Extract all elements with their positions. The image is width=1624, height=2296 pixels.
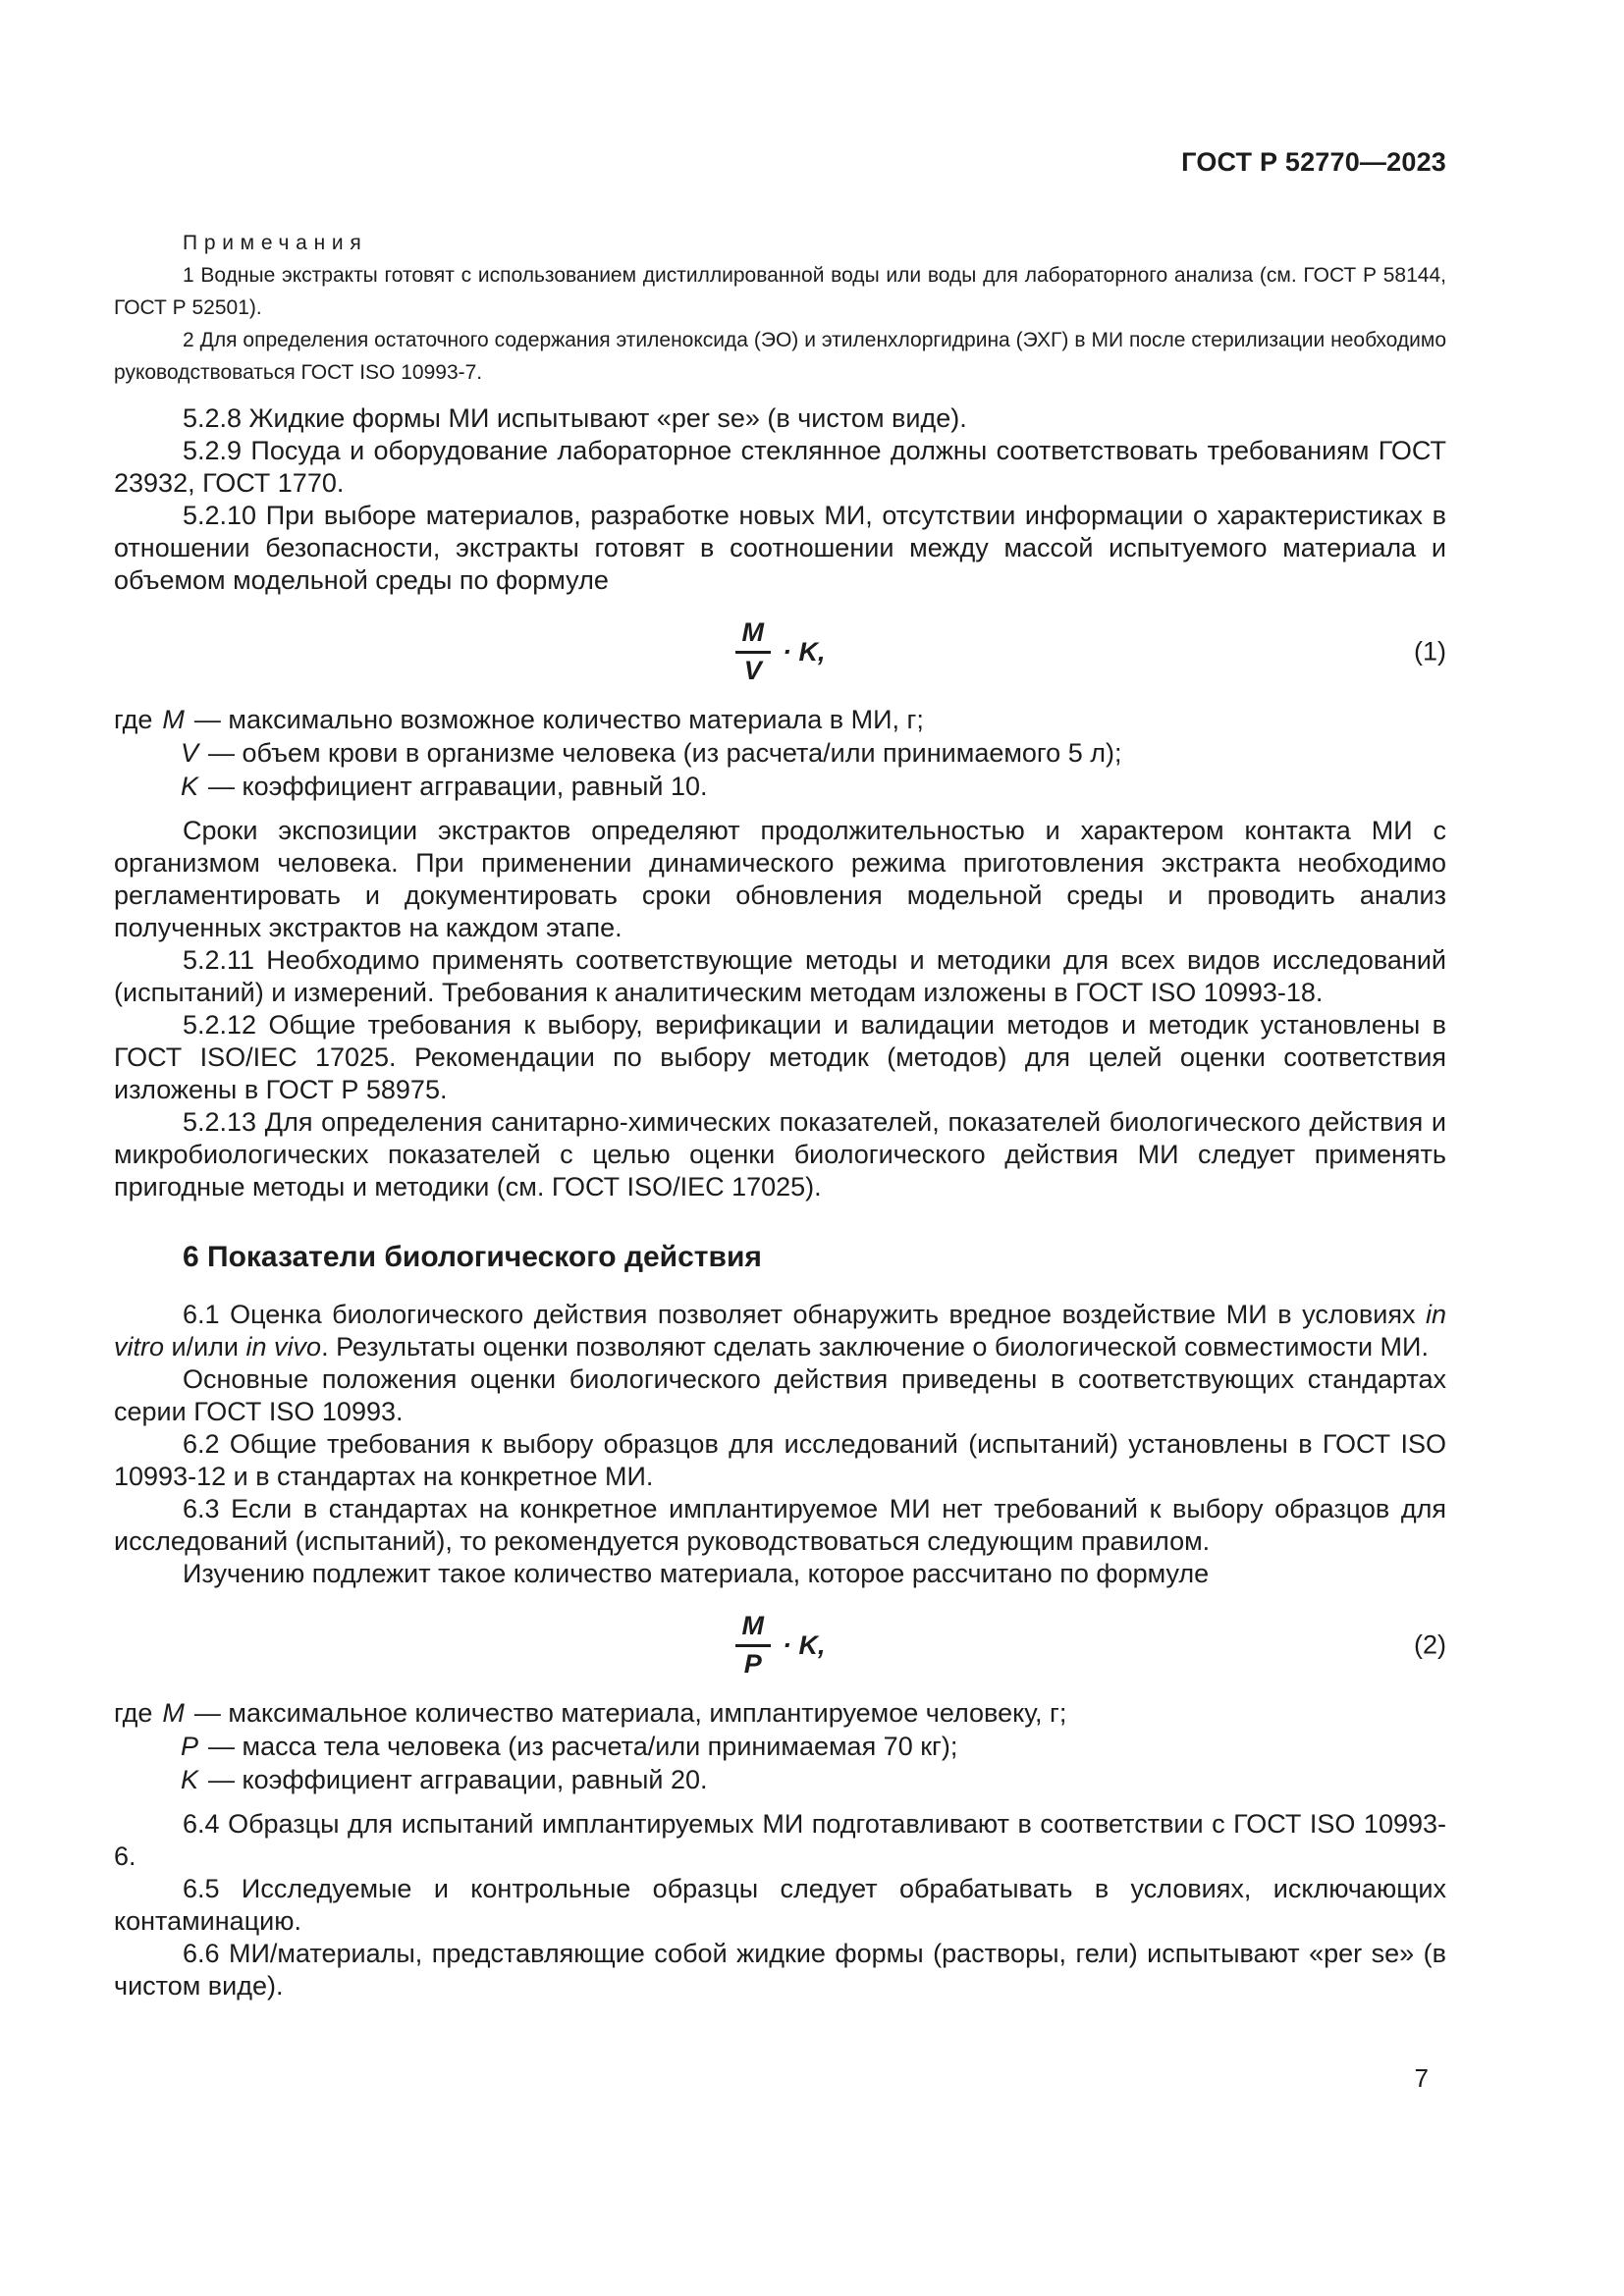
body-text	[114, 402, 1446, 2002]
formula-2-number: (2)	[1414, 1629, 1446, 1660]
formula-2	[114, 1604, 1446, 1686]
formula-1-fraction	[735, 618, 772, 685]
formula-1-expression	[735, 611, 826, 693]
note-item-1: 1 Водные экстракты готовят с использованием дистиллированной воды или воды для лабораторного анализа (см. ГОСТ Р 58144, ГОСТ Р 52501).	[114, 264, 1446, 319]
paragraph-5-2-8: 5.2.8 Жидкие формы МИ испытывают «per se» (в чистом виде).	[183, 403, 967, 433]
page-number: 7	[1414, 2063, 1429, 2093]
formula-1-multiplier: · K,	[783, 636, 826, 667]
paragraph-6-1: 6.1 Оценка биологического действия позволяет обнаружить вредное воздействие МИ в условиях in vitro и/или in vivo. Результаты оценки позволяют сделать заключение о биологической совместимости МИ.	[114, 1300, 1446, 1362]
formula-2-numerator: M	[735, 1612, 772, 1647]
formula-2-fraction	[735, 1612, 772, 1679]
notes-block	[114, 227, 1446, 389]
paragraph-6-6: 6.6 МИ/материалы, представляющие собой жидкие формы (растворы, гели) испытывают «per se» (в чистом виде).	[114, 1939, 1446, 2001]
paragraph-5-2-9: 5.2.9 Посуда и оборудование лабораторное стеклянное должны соответствовать требованиям ГОСТ 23932, ГОСТ 1770.	[114, 436, 1446, 498]
where-2-item-m: где M — максимальное количество материала, имплантируемое человеку, г;	[114, 1698, 1067, 1728]
formula-1-denominator: V	[743, 655, 762, 685]
section-6-heading: 6 Показатели биологического действия	[183, 1241, 762, 1273]
where-list-2	[114, 1696, 1446, 1796]
paragraph-6-4: 6.4 Образцы для испытаний имплантируемых МИ подготавливают в соответствии с ГОСТ ISO 10993-6.	[114, 1809, 1446, 1871]
paragraph-6-3: 6.3 Если в стандартах на конкретное имплантируемое МИ нет требований к выбору образцов для исследований (испытаний), то рекомендуется руководствоваться следующим правилом.	[114, 1494, 1446, 1556]
notes-title: Примечания	[183, 232, 368, 254]
where-1-item-k: K — коэффициент аггравации, равный 10.	[181, 772, 708, 801]
document-code-header: ГОСТ Р 52770—2023	[1181, 147, 1446, 177]
formula-1-numerator: M	[735, 618, 772, 654]
paragraph-5-2-11: 5.2.11 Необходимо применять соответствующие методы и методики для всех видов исследований (испытаний) и измерений. Требования к аналитическим методам изложены в ГОСТ ISO 10993-18.	[114, 945, 1446, 1007]
formula-1-number: (1)	[1414, 636, 1446, 667]
paragraph-6-5: 6.5 Исследуемые и контрольные образцы следует обрабатывать в условиях, исключающих контаминацию.	[114, 1874, 1446, 1936]
formula-2-multiplier: · K,	[783, 1629, 826, 1660]
where-list-1	[114, 703, 1446, 803]
latin-term-in-vitro: in vitro	[114, 1300, 1446, 1362]
note-item-2: 2 Для определения остаточного содержания этиленоксида (ЭО) и этиленхлоргидрина (ЭХГ) в МИ после стерилизации необходимо руководствоваться ГОСТ ISO 10993-7.	[114, 329, 1446, 384]
formula-2-expression	[735, 1604, 826, 1686]
paragraph-5-2-10: 5.2.10 При выборе материалов, разработке новых МИ, отсутствии информации о характеристиках в отношении безопасности, экстракты готовят в соотношении между массой испытуемого материала и объемом модельной среды по формуле	[114, 501, 1446, 595]
where-2-item-k: K — коэффициент аггравации, равный 20.	[181, 1765, 708, 1794]
page-content	[114, 147, 1446, 2002]
where-2-item-p: P — масса тела человека (из расчета/или принимаемая 70 кг);	[181, 1732, 958, 1761]
paragraph-5-2-12: 5.2.12 Общие требования к выбору, верификации и валидации методов и методик установлены в ГОСТ ISO/IEC 17025. Рекомендации по выбору методик (методов) для целей оценки соответствия изложены в ГОСТ Р 58975.	[114, 1010, 1446, 1104]
where-1-item-m: где M — максимально возможное количество материала в МИ, г;	[114, 705, 924, 734]
formula-1	[114, 611, 1446, 693]
where-1-item-v: V — объем крови в организме человека (из расчета/или принимаемого 5 л);	[181, 738, 1122, 768]
paragraph-6-2: 6.2 Общие требования к выбору образцов для исследований (испытаний) установлены в ГОСТ ISO 10993-12 и в стандартах на конкретное МИ.	[114, 1429, 1446, 1491]
paragraph-rule: Изучению подлежит такое количество материала, которое рассчитано по формуле	[183, 1559, 1210, 1588]
paragraph-basics: Основные положения оценки биологического действия приведены в соответствующих стандартах серии ГОСТ ISO 10993.	[114, 1364, 1446, 1426]
latin-term-in-vivo: in vivo	[245, 1332, 322, 1362]
paragraph-exposure: Сроки экспозиции экстрактов определяют продолжительностью и характером контакта МИ с организмом человека. При применении динамического режима приготовления экстракта необходимо регламентировать и документировать сроки обновления модельной среды и проводить анализ полученных экстрактов на каждом этапе.	[114, 816, 1446, 942]
formula-2-denominator: P	[743, 1648, 762, 1679]
paragraph-5-2-13: 5.2.13 Для определения санитарно-химических показателей, показателей биологического действия и микробиологических показателей с целью оценки биологического действия МИ следует применять пригодные методы и методики (см. ГОСТ ISO/IEC 17025).	[114, 1107, 1446, 1201]
